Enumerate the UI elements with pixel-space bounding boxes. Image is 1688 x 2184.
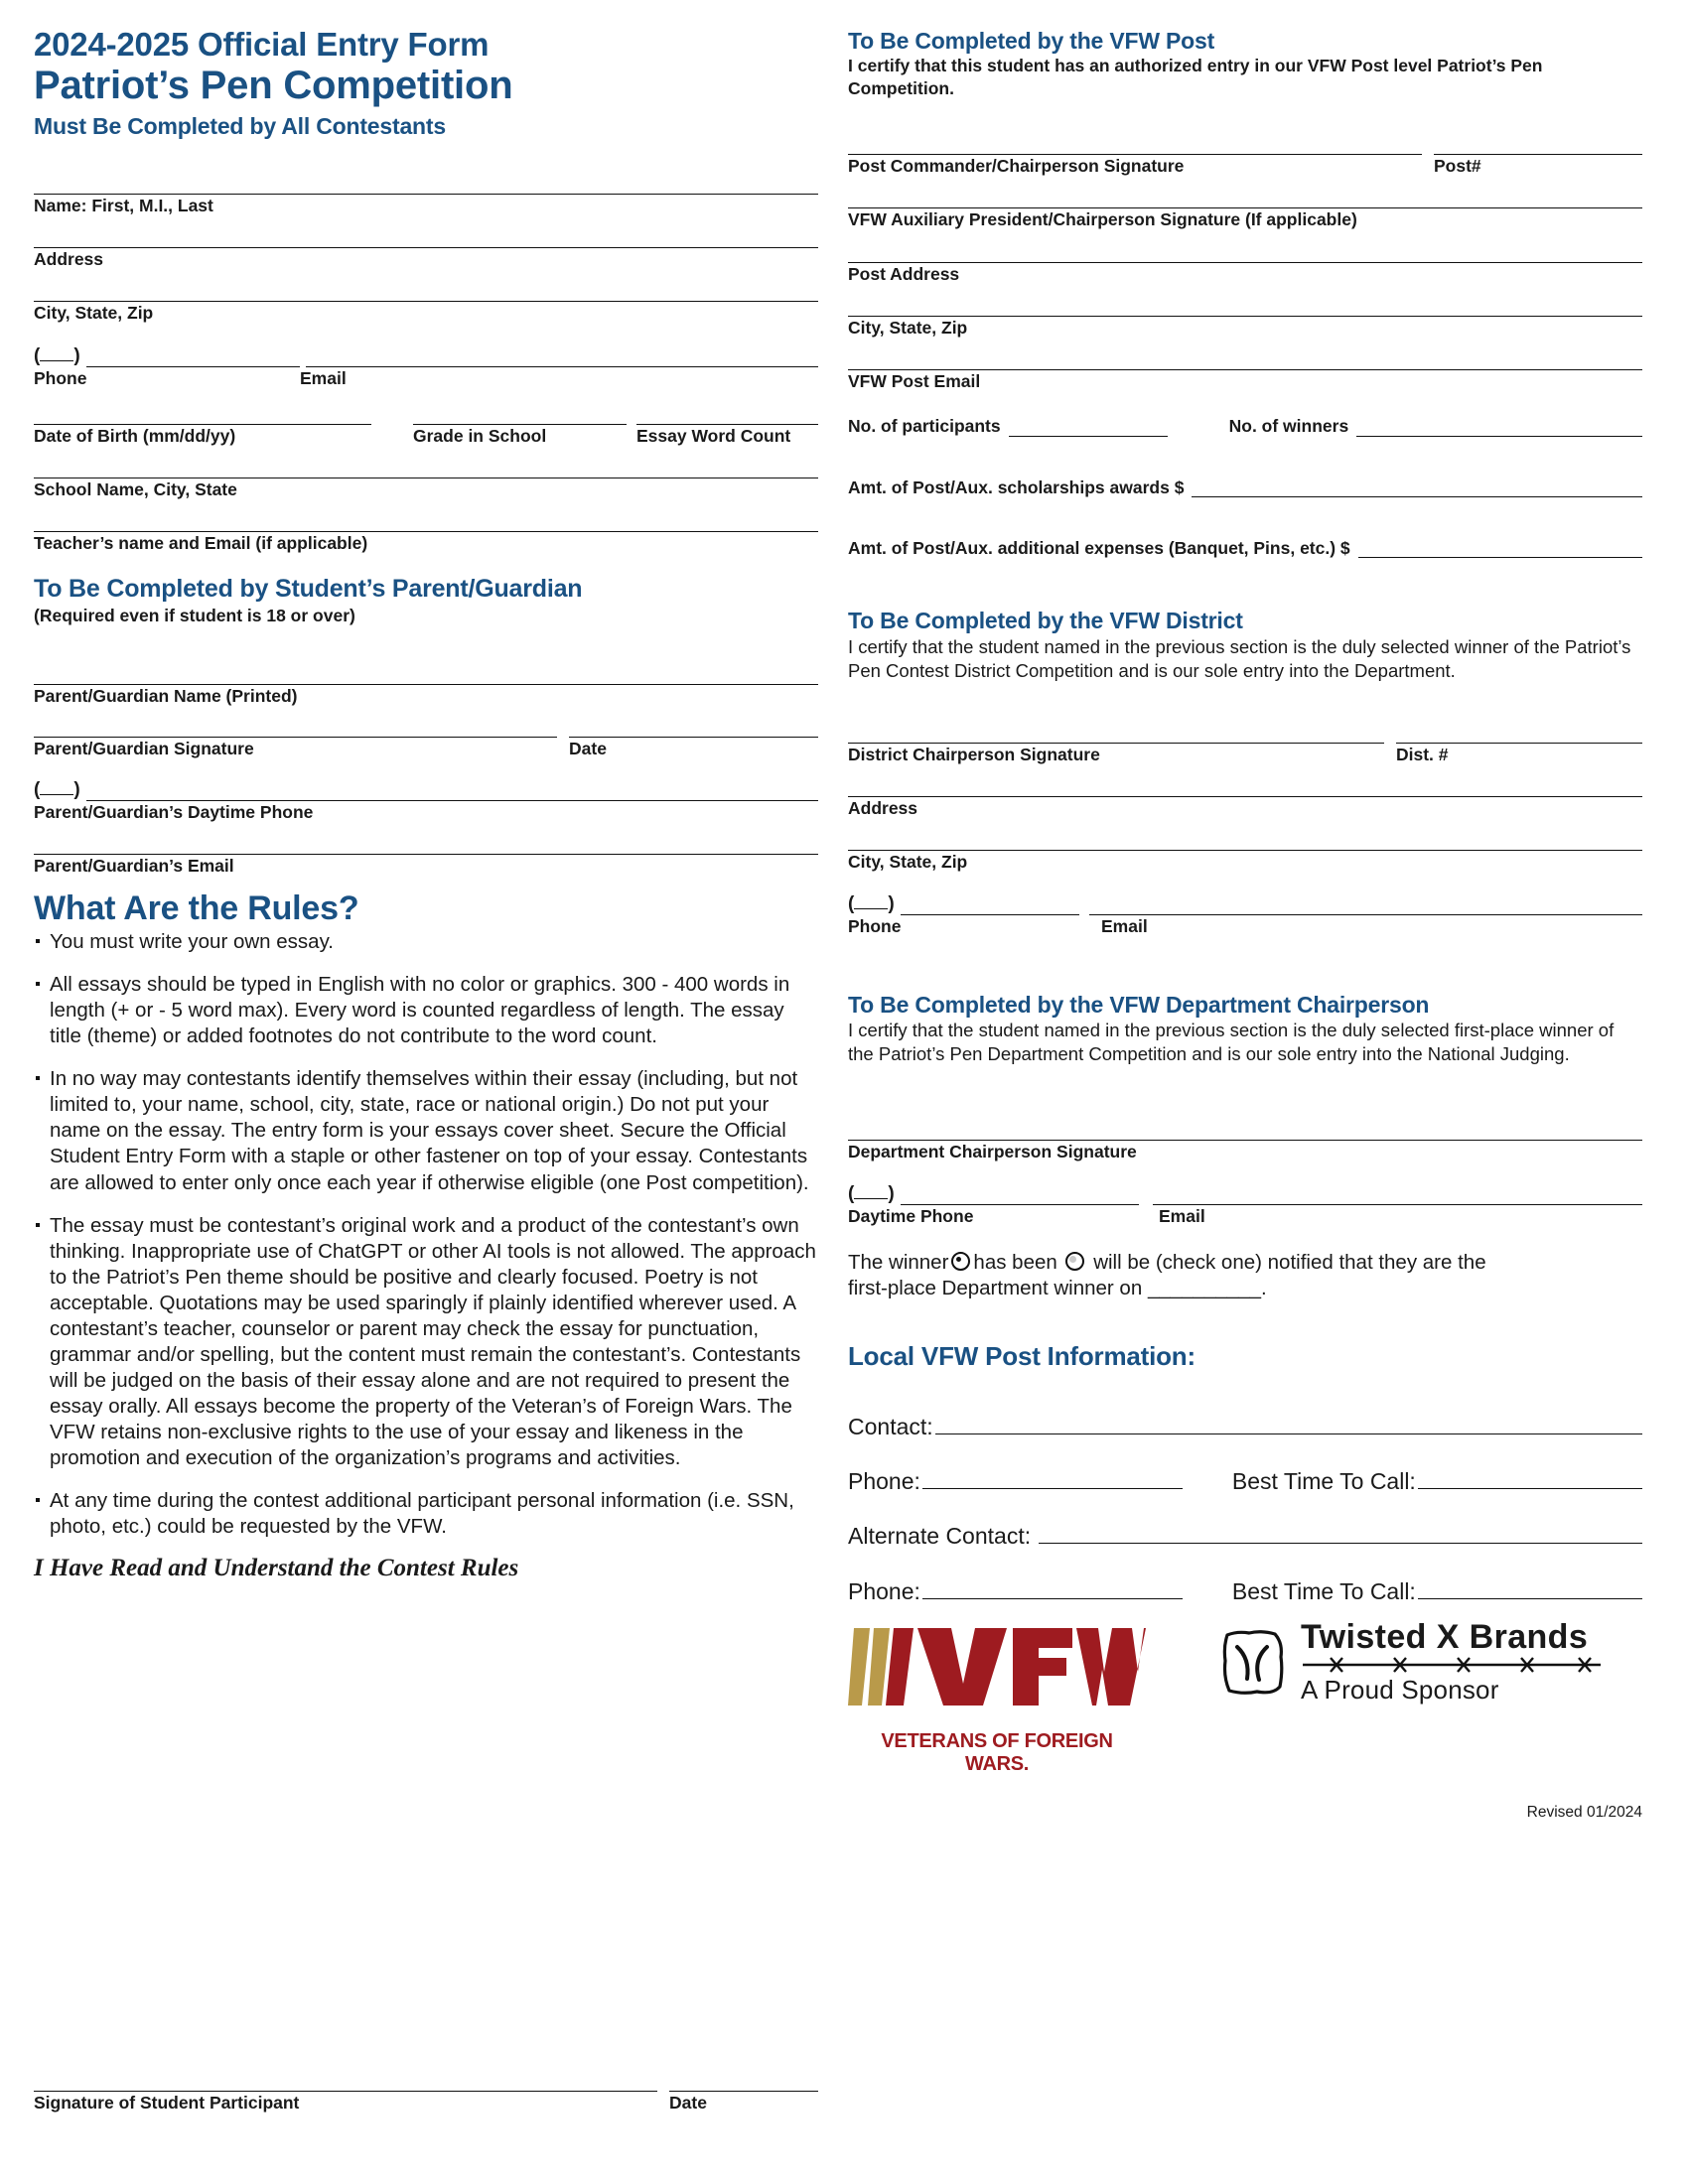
department-phone-labels	[848, 1207, 1642, 1226]
student-teacher-label: Teacher’s name and Email (if applicable)	[34, 533, 368, 554]
form-year-title: 2024-2025 Official Entry Form	[34, 26, 490, 63]
parent-phone-lines	[34, 779, 818, 801]
student-name-label: Name: First, M.I., Last	[34, 195, 213, 215]
district-phone-lines	[848, 893, 1642, 915]
footer-logos	[848, 1614, 1642, 1776]
local-best-time-line[interactable]	[1418, 1488, 1642, 1489]
parent-phone-row	[34, 779, 818, 822]
district-phone-row	[848, 893, 1642, 936]
student-school-field[interactable]	[34, 478, 818, 499]
post-scholarships-row	[848, 478, 1642, 497]
parent-section-subheading: (Required even if student is 18 or over)	[34, 606, 355, 626]
sponsor-name: Twisted X Brands	[1301, 1617, 1589, 1656]
local-alt-contact-label: Alternate Contact:	[848, 1523, 1032, 1550]
post-address-field[interactable]	[848, 262, 1642, 284]
local-phone2-row	[848, 1579, 1642, 1604]
parent-phone-label: Parent/Guardian’s Daytime Phone	[34, 802, 314, 823]
student-signature-labels	[34, 2094, 818, 2113]
department-section-heading: To Be Completed by the VFW Department Chairperson	[848, 991, 1430, 1018]
local-phone2-line[interactable]	[922, 1598, 1183, 1599]
parent-email-line[interactable]	[34, 854, 818, 855]
vfw-department-section	[848, 992, 1642, 1302]
radio-will-be[interactable]	[1065, 1252, 1084, 1271]
district-address-field[interactable]	[848, 796, 1642, 818]
district-phone-areacode[interactable]: ( )	[848, 892, 895, 914]
department-phone-lines	[848, 1183, 1642, 1205]
post-email-label: VFW Post Email	[848, 371, 981, 392]
student-name-line[interactable]	[34, 194, 818, 195]
post-commander-lines	[848, 154, 1642, 155]
district-section-heading: To Be Completed by the VFW District	[848, 608, 1243, 634]
post-expenses-label: Amt. of Post/Aux. additional expenses (Banquet, Pins, etc.) $	[848, 537, 1350, 558]
parent-phone-areacode[interactable]: ( )	[34, 779, 80, 801]
student-grade-label: Grade in School	[413, 425, 547, 446]
district-number-line[interactable]	[1396, 743, 1642, 744]
post-commander-label: Post Commander/Chairperson Signature	[848, 156, 1185, 177]
notify-option-will-be: will be (check one) notified that they are the	[1093, 1250, 1486, 1274]
student-city-label: City, State, Zip	[34, 303, 154, 324]
parent-name-line[interactable]	[34, 684, 818, 685]
parent-name-field[interactable]	[34, 684, 818, 706]
post-scholarships-line[interactable]	[1192, 496, 1642, 497]
post-email-field[interactable]	[848, 369, 1642, 391]
student-dob-label: Date of Birth (mm/dd/yy)	[34, 425, 236, 446]
parent-signature-label: Parent/Guardian Signature	[34, 738, 254, 758]
district-phone-line[interactable]	[901, 914, 1079, 915]
student-signature-date-label: Date	[669, 2092, 707, 2113]
parent-phone-line[interactable]	[86, 800, 818, 801]
local-contact-label: Contact:	[848, 1413, 933, 1439]
rule-item: In no way may contestants identify themselves within their essay (including, but not limited to, your name, school, city, state, race or national origin.) Do not put your name on the essay. The entry form is your essays cover sheet. Secure the Official Student Entry Form with a staple or other fastener on top of your essay. Contestants are allowed to enter only once each year if otherwise eligible (one Post competition).	[34, 1066, 818, 1195]
post-expenses-row	[848, 539, 1642, 558]
post-participants-line[interactable]	[1009, 436, 1168, 437]
parent-date-label: Date	[569, 738, 607, 758]
local-alt-contact-line[interactable]	[1039, 1543, 1642, 1544]
parent-date-line[interactable]	[569, 737, 818, 738]
right-column	[848, 28, 1642, 2174]
post-number-line[interactable]	[1434, 154, 1642, 155]
twisted-x-mark-icon	[1217, 1627, 1287, 1699]
department-signature-label: Department Chairperson Signature	[848, 1142, 1137, 1162]
vfw-district-section	[848, 608, 1642, 936]
district-signature-lines	[848, 743, 1642, 744]
student-email-line[interactable]	[306, 366, 818, 367]
parent-name-label: Parent/Guardian Name (Printed)	[34, 685, 298, 706]
post-winners-line[interactable]	[1356, 436, 1642, 437]
local-best-time-label: Best Time To Call:	[1231, 1467, 1416, 1494]
department-email-line[interactable]	[1153, 1204, 1642, 1205]
department-phone-line[interactable]	[901, 1204, 1139, 1205]
student-signature-date-line[interactable]	[669, 2091, 818, 2092]
post-commander-labels	[848, 157, 1642, 176]
student-address-label: Address	[34, 248, 104, 269]
left-column	[34, 28, 818, 2174]
student-email-label: Email	[300, 368, 347, 389]
student-phone-line[interactable]	[86, 366, 300, 367]
post-city-label: City, State, Zip	[848, 317, 968, 338]
post-section-heading: To Be Completed by the VFW Post	[848, 28, 1215, 54]
rules-acknowledgement: I Have Read and Understand the Contest Rules	[34, 1554, 519, 1581]
radio-has-been[interactable]	[951, 1252, 970, 1271]
department-notify-block	[848, 1250, 1573, 1302]
district-signature-label: District Chairperson Signature	[848, 744, 1100, 764]
department-signature-field[interactable]	[848, 1140, 1642, 1161]
rule-item: All essays should be typed in English with no color or graphics. 300 - 400 words in length (+ or - 5 word max). Every word is counted regardless of length. The essay title (theme) or added footnotes do not contribute to the word count.	[34, 972, 818, 1049]
parent-email-label: Parent/Guardian’s Email	[34, 856, 234, 877]
district-signature-row	[848, 743, 1642, 764]
student-teacher-line[interactable]	[34, 531, 818, 532]
local-phone-label: Phone:	[848, 1467, 920, 1494]
student-wordcount-line[interactable]	[636, 424, 818, 425]
local-contact-line[interactable]	[935, 1433, 1642, 1434]
department-certify-text: I certify that the student named in the previous section is the duly selected first-place winner of the Patriot’s Pen Department Competition and is our sole entry into the National Judging.	[848, 1020, 1615, 1065]
student-signature-lines	[34, 2091, 818, 2092]
post-counts-row	[848, 417, 1642, 436]
parent-signature-row	[34, 737, 818, 758]
rules-section	[34, 890, 818, 1582]
post-city-line[interactable]	[848, 316, 1642, 317]
department-phone-label: Daytime Phone	[848, 1205, 974, 1226]
post-address-line[interactable]	[848, 262, 1642, 263]
district-signature-line[interactable]	[848, 743, 1384, 744]
student-city-field[interactable]	[34, 301, 818, 323]
district-certify-text: I certify that the student named in the previous section is the duly selected winner of the Patriot’s Pen Contest District Competition and is our sole entry into the Department.	[848, 635, 1631, 681]
notify-prefix-text: The winner	[848, 1250, 949, 1274]
sponsor-tagline: A Proud Sponsor	[1301, 1674, 1499, 1705]
student-dob-line[interactable]	[34, 424, 371, 425]
rules-list	[34, 929, 818, 1540]
student-address-line[interactable]	[34, 247, 818, 248]
student-school-label: School Name, City, State	[34, 478, 237, 499]
district-address-label: Address	[848, 798, 918, 818]
department-email-label: Email	[1159, 1205, 1205, 1226]
post-auxiliary-label: VFW Auxiliary President/Chairperson Signature (If applicable)	[848, 209, 1357, 230]
parent-email-field[interactable]	[34, 854, 818, 876]
notify-suffix-text: first-place Department winner on	[848, 1277, 1143, 1300]
post-participants-label: No. of participants	[848, 416, 1001, 437]
post-certify-text: I certify that this student has an authorized entry in our VFW Post level Patriot’s Pen Competition.	[848, 56, 1543, 98]
post-auxiliary-line[interactable]	[848, 207, 1642, 208]
district-email-label: Email	[1101, 915, 1148, 936]
post-scholarships-label: Amt. of Post/Aux. scholarships awards $	[848, 477, 1185, 497]
vfw-post-section	[848, 28, 1642, 558]
vfw-logo	[848, 1614, 1146, 1776]
department-phone-areacode[interactable]: ( )	[848, 1182, 895, 1204]
student-phone-areacode[interactable]: ( )	[34, 345, 80, 367]
post-winners-label: No. of winners	[1228, 416, 1349, 437]
parent-signature-labels	[34, 740, 818, 758]
district-city-label: City, State, Zip	[848, 852, 968, 873]
local-best-time2-label: Best Time To Call:	[1231, 1577, 1416, 1604]
notify-date-blank[interactable]: __________.	[1147, 1277, 1267, 1300]
local-post-heading: Local VFW Post Information:	[848, 1341, 1196, 1372]
student-phone-email-row	[34, 345, 818, 388]
post-commander-line[interactable]	[848, 154, 1422, 155]
department-signature-line[interactable]	[848, 1140, 1642, 1141]
rule-item: The essay must be contestant’s original work and a product of the contestant’s own thinking. Inappropriate use of ChatGPT or other AI tools is not allowed. The approach to the Patriot’s Pen theme should be positive and clearly focused. Poetry is not acceptable. Quotations may be used sparingly if plainly identified wherever used. A contestant’s teacher, counselor or parent may check the essay for punctuation, grammar and/or spelling, but the content must remain the contestant’s. Contestants will be judged on the basis of their essay alone and are not required to present the essay orally. All essays become the property of the Veteran’s of Foreign Wars. The VFW retains non-exclusive rights to the use of your essay and likeness in the promotion and execution of the organization’s programs and activities.	[34, 1213, 818, 1471]
local-phone-row	[848, 1469, 1642, 1494]
district-signature-labels	[848, 746, 1642, 764]
sponsor-logo	[1217, 1614, 1601, 1706]
student-phone-email-labels	[34, 369, 818, 388]
revised-date: Revised 01/2024	[1526, 1803, 1642, 1821]
district-city-line[interactable]	[848, 850, 1642, 851]
district-email-line[interactable]	[1089, 914, 1642, 915]
local-alt-contact-row	[848, 1524, 1642, 1549]
form-subtitle: Must Be Completed by All Contestants	[34, 113, 446, 140]
student-grade-line[interactable]	[413, 424, 627, 425]
student-signature-block	[34, 2091, 818, 2113]
student-phone-label: Phone	[34, 368, 87, 389]
student-name-field[interactable]	[34, 194, 818, 215]
form-main-title: Patriot’s Pen Competition	[34, 63, 513, 107]
student-signature-line[interactable]	[34, 2091, 657, 2092]
department-phone-row	[848, 1183, 1642, 1226]
form-header	[34, 28, 818, 140]
rule-item: At any time during the contest additional participant personal information (i.e. SSN, photo, etc.) could be requested by the VFW.	[34, 1488, 818, 1540]
district-phone-labels	[848, 917, 1642, 936]
student-city-line[interactable]	[34, 301, 818, 302]
parent-section-heading: To Be Completed by Student’s Parent/Guardian	[34, 575, 583, 604]
post-city-field[interactable]	[848, 316, 1642, 338]
parent-signature-lines	[34, 737, 818, 738]
student-address-field[interactable]	[34, 247, 818, 269]
post-auxiliary-field[interactable]	[848, 207, 1642, 229]
district-number-label: Dist. #	[1396, 744, 1449, 764]
local-best-time2-line[interactable]	[1418, 1598, 1642, 1599]
student-phone-email-lines	[34, 345, 818, 367]
vfw-logo-tagline: VETERANS OF FOREIGN WARS.	[881, 1729, 1113, 1775]
district-city-field[interactable]	[848, 850, 1642, 872]
local-phone-line[interactable]	[922, 1488, 1183, 1489]
parent-guardian-section	[34, 575, 818, 876]
parent-signature-line[interactable]	[34, 737, 557, 738]
vfw-logo-icon	[848, 1614, 1146, 1733]
post-email-line[interactable]	[848, 369, 1642, 370]
post-commander-row	[848, 154, 1642, 176]
student-signature-label: Signature of Student Participant	[34, 2092, 300, 2113]
district-phone-label: Phone	[848, 915, 902, 936]
local-phone2-label: Phone:	[848, 1577, 920, 1604]
rules-heading: What Are the Rules?	[34, 888, 359, 927]
post-number-label: Post#	[1434, 156, 1481, 177]
local-contact-row	[848, 1415, 1642, 1439]
district-address-line[interactable]	[848, 796, 1642, 797]
student-wordcount-label: Essay Word Count	[636, 425, 791, 446]
student-dob-grade-lines	[34, 424, 818, 425]
student-dob-grade-row	[34, 424, 818, 446]
student-teacher-field[interactable]	[34, 531, 818, 553]
notify-option-has-been: has been	[973, 1250, 1057, 1274]
post-address-label: Post Address	[848, 263, 960, 284]
rule-item: You must write your own essay.	[34, 929, 818, 955]
student-dob-grade-labels	[34, 427, 818, 446]
barbed-wire-icon	[1303, 1657, 1601, 1673]
post-expenses-line[interactable]	[1358, 557, 1642, 558]
local-post-section	[848, 1342, 1642, 1604]
